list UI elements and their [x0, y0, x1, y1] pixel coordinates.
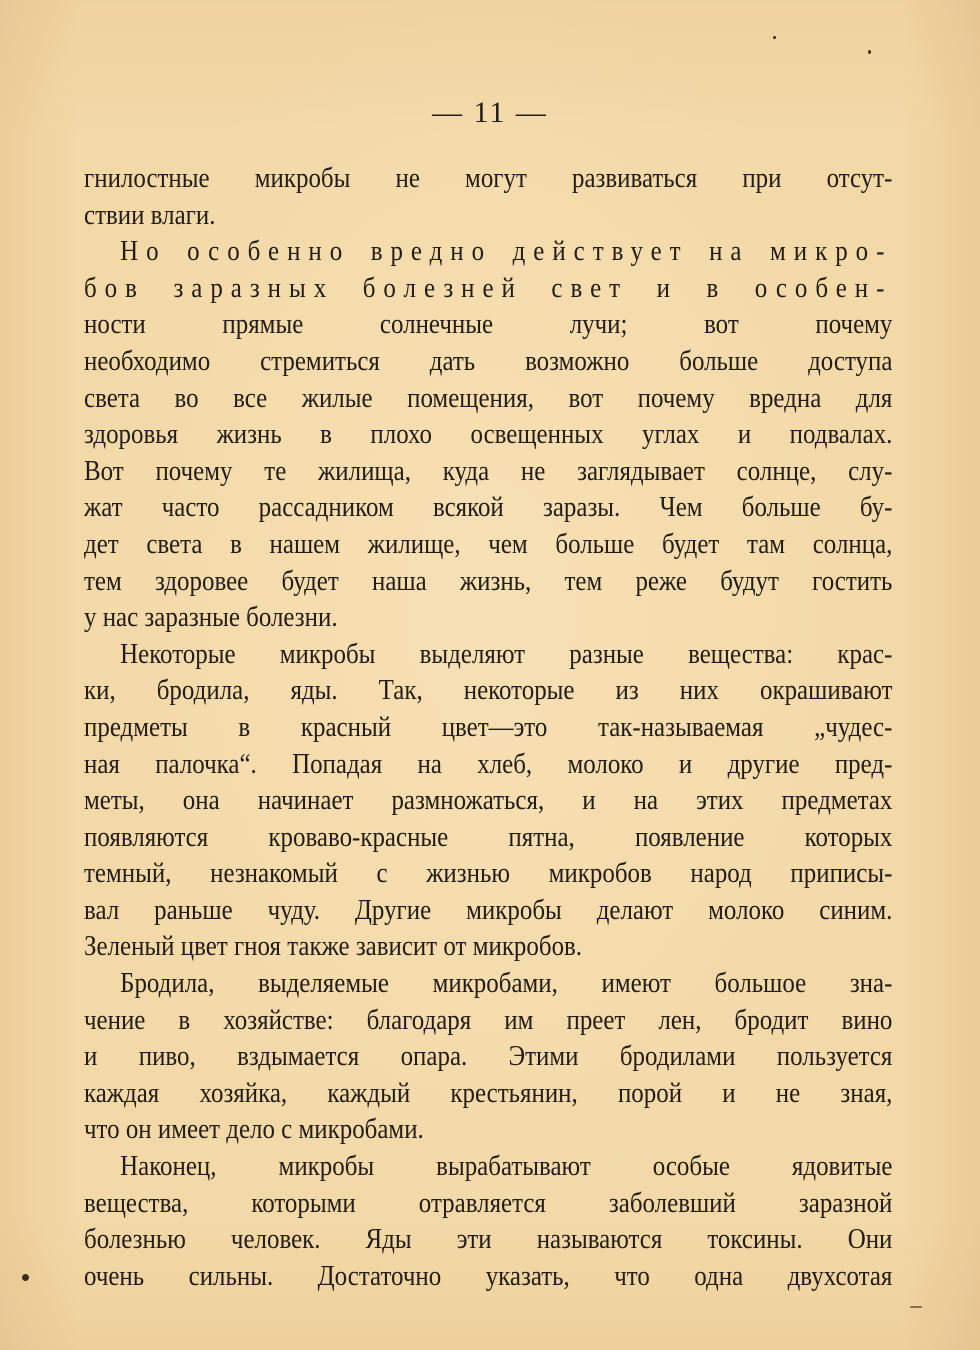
- text-line: Вот почему те жилища, куда не заглядывает солнце, слу-: [84, 454, 893, 487]
- paper-speck: [22, 1274, 29, 1281]
- text-line: необходимо стремиться дать возможно больше доступа: [84, 344, 893, 377]
- text-line: вал раньше чуду. Другие микробы делают молоко синим.: [84, 893, 893, 926]
- text-line: здоровья жизнь в плохо освещенных углах и подвалах.: [84, 418, 893, 451]
- text-line: жат часто рассадником всякой заразы. Чем больше бу-: [84, 491, 893, 524]
- text-line: Но особенно вредно действует на микро-: [120, 235, 893, 268]
- text-line: ствии влаги.: [84, 198, 216, 231]
- text-line: у нас заразные болезни.: [84, 601, 338, 634]
- paper-speck: [773, 36, 776, 39]
- text-line: бов заразных болезней свет и в особен-: [84, 271, 893, 304]
- text-line: темный, незнакомый с жизнью микробов народ приписы-: [84, 857, 893, 890]
- paper-speck: [910, 1306, 922, 1308]
- text-line: каждая хозяйка, каждый крестьянин, порой и не зная,: [84, 1076, 893, 1109]
- text-line: предметы в красный цвет—это так-называемая „чудес-: [84, 710, 893, 743]
- page-number: — 11 —: [432, 96, 548, 129]
- text-line: ная палочка“. Попадая на хлеб, молоко и другие пред-: [84, 747, 893, 780]
- text-line: дет света в нашем жилище, чем больше будет там солнца,: [84, 527, 893, 560]
- paper-speck: [868, 50, 871, 54]
- text-line: вещества, которыми отравляется заболевший заразной: [84, 1186, 893, 1219]
- text-line: гнилостные микробы не могут развиваться при отсут-: [84, 162, 893, 194]
- text-line: болезнью человек. Яды эти называются токсины. Они: [84, 1223, 893, 1256]
- text-line: очень сильны. Достаточно указать, что одна двухсотая: [84, 1259, 893, 1292]
- text-line: и пиво, вздымается опара. Этими бродилами пользуется: [84, 1040, 893, 1073]
- text-line: тем здоровее будет наша жизнь, тем реже будут гостить: [84, 564, 893, 597]
- page-text: [84, 160, 892, 1294]
- text-line: меты, она начинает размножаться, и на этих предметах: [84, 784, 893, 817]
- text-line: чение в хозяйстве: благодаря им преет лен, бродит вино: [84, 1003, 893, 1036]
- text-line: Бродила, выделяемые микробами, имеют большое зна-: [120, 967, 893, 1000]
- text-line: что он имеет дело с микробами.: [84, 1113, 424, 1146]
- text-line: Некоторые микробы выделяют разные вещества: крас-: [120, 637, 893, 670]
- text-line: света во все жилые помещения, вот почему вредна для: [84, 381, 893, 414]
- text-line: Наконец, микробы вырабатывают особые ядовитые: [120, 1150, 893, 1183]
- text-line: ки, бродила, яды. Так, некоторые из них окрашивают: [84, 674, 893, 707]
- text-line: ности прямые солнечные лучи; вот почему: [84, 308, 893, 341]
- text-line: появляются кроваво-красные пятна, появление которых: [84, 820, 893, 853]
- text-line: Зеленый цвет гноя также зависит от микробов.: [84, 930, 583, 963]
